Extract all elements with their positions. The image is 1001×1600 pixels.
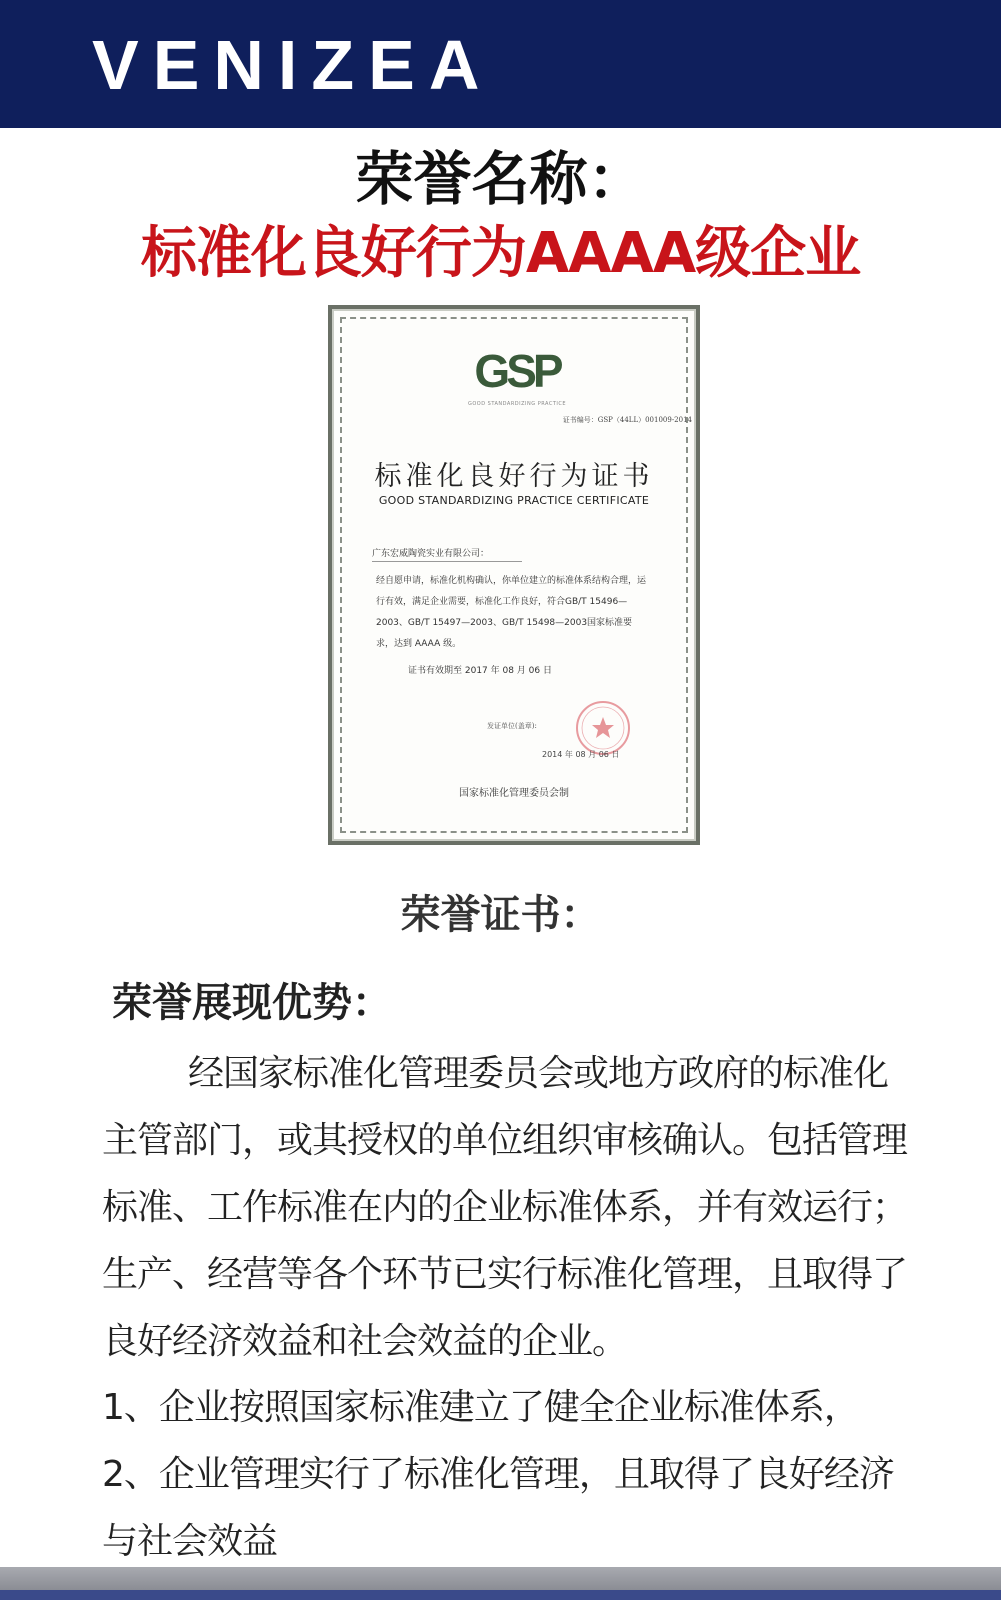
certificate-image: [328, 305, 700, 845]
certificate-issuer: 发证单位(盖章):: [487, 722, 537, 730]
honor-title: 标准化良好行为AAAA级企业: [140, 221, 861, 286]
advantages-heading: 荣誉展现优势：: [112, 980, 392, 1026]
footer-accent-line: [0, 1590, 1001, 1600]
brand-logo: VENIZEA: [92, 26, 494, 104]
certificate-issue-date: 2014 年 08 月 06 日: [542, 750, 620, 759]
honor-name-label: 荣誉名称：: [355, 145, 646, 213]
certificate-label: 荣誉证书：: [400, 892, 601, 938]
advantage-point: 2、企业管理实行了标准化管理，且取得了良好经济与社会效益: [102, 1454, 894, 1562]
certificate-footer: 国家标准化管理委员会制: [459, 788, 569, 799]
header-banner: [0, 0, 1001, 128]
gsp-logo-icon: [467, 339, 567, 399]
certificate-validity: 证书有效期至 2017 年 08 月 06 日: [408, 666, 552, 676]
certificate-body: 经自愿申请，标准化机构确认，你单位建立的标准体系结构合理，运行有效，满足企业需要，标准化工作良好，符合GB/T 15496—2003、GB/T 15497—2003、GB/T 15498—2003国家标准要求，达到 AAAA 级。: [376, 576, 647, 649]
advantages-description: 经国家标准化管理委员会或地方政府的标准化主管部门，或其授权的单位组织审核确认。包括管理标准、工作标准在内的企业标准体系，并有效运行；生产、经营等各个环节已实行标准化管理，且取得了良好经济效益和社会效益的企业。: [102, 1053, 908, 1362]
gsp-logo-text: GSP: [474, 345, 560, 397]
gsp-logo-subtext: GOOD STANDARDIZING PRACTICE: [467, 401, 567, 407]
certificate-company: 广东宏威陶瓷实业有限公司：: [372, 546, 522, 562]
certificate-title-en: GOOD STANDARDIZING PRACTICE CERTIFICATE: [378, 494, 650, 507]
certificate-number: 证书编号：GSP（44LL）001009-2014: [562, 416, 692, 424]
certificate-title-cn: 标准化良好行为证书: [374, 461, 654, 492]
advantage-point: 1、企业按照国家标准建立了健全企业标准体系，: [102, 1387, 859, 1428]
